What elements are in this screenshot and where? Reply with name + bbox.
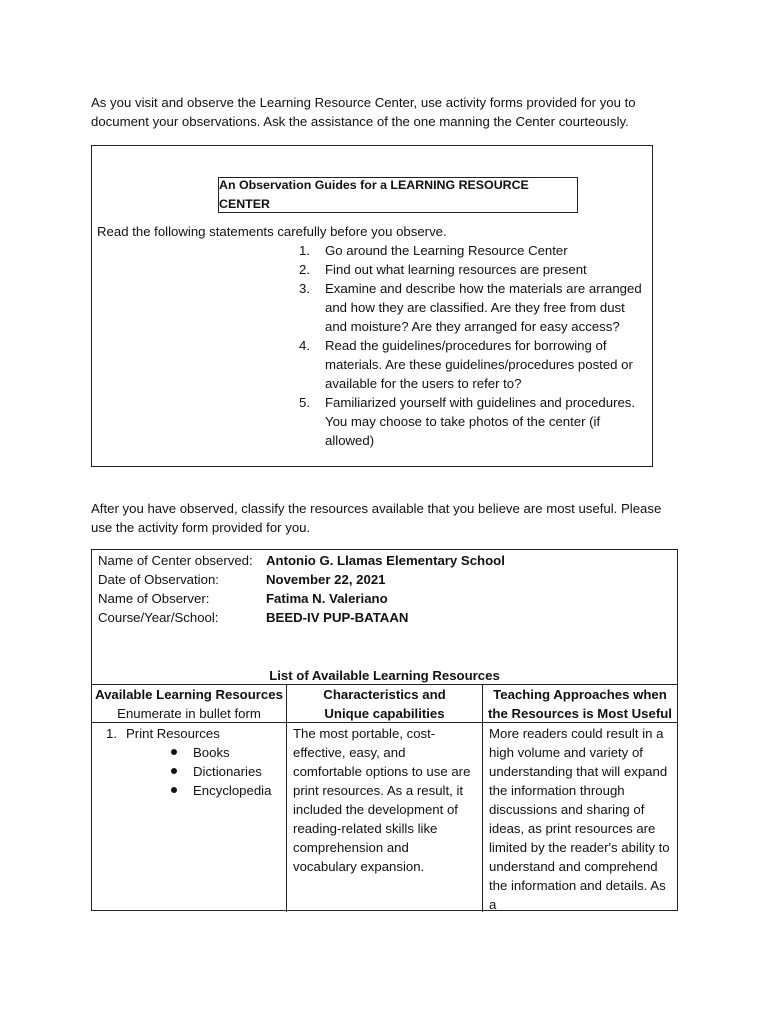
guide-step-text: Familiarized yourself with guidelines and procedures. You may choose to take photos of the center (if allowed): [325, 395, 636, 448]
approaches-column-title: Teaching Approaches when the Resources is Most Useful: [488, 687, 672, 721]
guide-step-number: 1.: [299, 243, 310, 258]
resources-table: [92, 684, 677, 912]
activity-form: [91, 549, 678, 911]
guide-step-number: 3.: [299, 281, 310, 296]
date-value: November 22, 2021: [266, 572, 386, 587]
guide-steps-list: [299, 241, 644, 450]
resource-category-label: Print Resources: [126, 726, 220, 741]
resources-column-body: [92, 723, 286, 800]
resource-bullets: [98, 743, 280, 800]
date-label: Date of Observation:: [98, 572, 219, 587]
guide-step-number: 4.: [299, 338, 310, 353]
characteristics-column-title: Characteristics and Unique capabilities: [323, 687, 446, 721]
guide-step: [299, 393, 644, 450]
characteristics-column: [286, 685, 482, 912]
guide-step-text: Go around the Learning Resource Center: [325, 243, 568, 258]
guide-instruction: Read the following statements carefully before you observe.: [97, 224, 447, 239]
resources-column-title: Available Learning Resources: [95, 687, 283, 702]
guide-step-number: 2.: [299, 262, 310, 277]
guide-step: [299, 241, 644, 260]
bullet-icon: [171, 787, 177, 793]
resource-bullet-item: Dictionaries: [98, 762, 280, 781]
guide-step-text: Read the guidelines/procedures for borrowing of materials. Are these guidelines/procedures posted or available for the users to refer to?: [325, 338, 633, 391]
bullet-icon: [171, 749, 177, 755]
guide-step: [299, 260, 644, 279]
guide-step-text: Find out what learning resources are present: [325, 262, 587, 277]
after-observation-paragraph: After you have observed, classify the resources available that you believe are most useful. Please use the activity form provided for you.: [91, 501, 662, 535]
guide-step-text: Examine and describe how the materials are arranged and how they are classified. Are they free from dust and moisture? Are they arranged for easy access?: [325, 281, 642, 334]
observer-value: Fatima N. Valeriano: [266, 591, 388, 606]
characteristics-text: The most portable, cost-effective, easy, and comfortable options to use are print resources. As a result, it included the development of reading-related skills like comprehension and vocabulary expansion.: [293, 726, 471, 874]
guide-step: [299, 279, 644, 336]
characteristics-column-header: [287, 685, 482, 723]
center-value: Antonio G. Llamas Elementary School: [266, 553, 505, 568]
observation-guide-box: [91, 145, 653, 467]
resource-category: [98, 724, 280, 743]
resource-bullet-item: Books: [98, 743, 280, 762]
resource-bullet-item: Encyclopedia: [98, 781, 280, 800]
approaches-column-header: [483, 685, 677, 723]
resources-column: [92, 685, 286, 912]
resources-column-subtitle: Enumerate in bullet form: [117, 706, 261, 721]
resources-list-title: List of Available Learning Resources: [269, 668, 500, 683]
observer-label: Name of Observer:: [98, 591, 210, 606]
resources-column-header: [92, 685, 286, 723]
approaches-column: [482, 685, 677, 912]
course-label: Course/Year/School:: [98, 610, 219, 625]
approaches-text: More readers could result in a high volume and variety of understanding that will expand the information through discussions and sharing of ideas, as print resources are limited by the reader's ability to understand and comprehend the information and details. As a: [489, 726, 670, 912]
intro-paragraph: As you visit and observe the Learning Resource Center, use activity forms provided for you to document your observations. Ask the assistance of the one manning the Center courteously.: [91, 95, 636, 129]
course-value: BEED-IV PUP-BATAAN: [266, 610, 409, 625]
guide-step: [299, 336, 644, 393]
guide-step-number: 5.: [299, 395, 310, 410]
center-label: Name of Center observed:: [98, 553, 253, 568]
guide-title: An Observation Guides for a LEARNING RESOURCE CENTER: [218, 177, 578, 213]
resource-category-number: 1.: [106, 726, 117, 741]
bullet-icon: [171, 768, 177, 774]
